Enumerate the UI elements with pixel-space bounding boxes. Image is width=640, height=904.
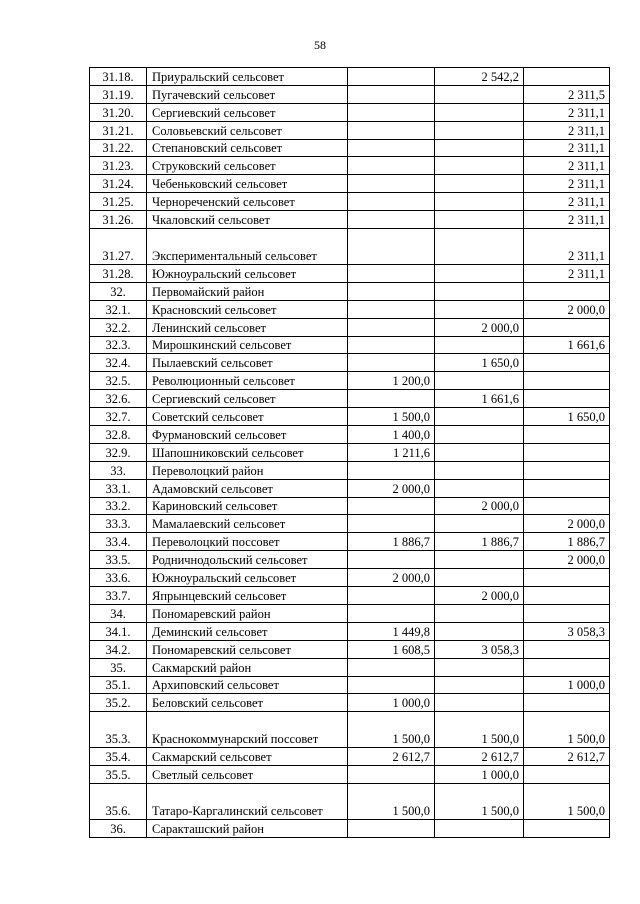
table-row [90,784,610,820]
municipality-name: Красновский сельсовет [147,300,348,318]
municipality-name: Сакмарский сельсовет [147,748,348,766]
value-col-2: 1 000,0 [435,766,524,784]
municipality-name: Пономаревский район [147,604,348,622]
value-col-2 [435,515,524,533]
value-col-1 [348,318,435,336]
table-row [90,354,610,372]
value-col-3 [524,766,610,784]
row-number: 32.8. [90,426,147,444]
value-col-1 [348,551,435,569]
municipality-name: Переволоцкий поссовет [147,533,348,551]
row-number: 31.26. [90,211,147,229]
municipality-name: Чернореченский сельсовет [147,193,348,211]
row-number: 31.19. [90,85,147,103]
value-col-2 [435,282,524,300]
row-number: 33.5. [90,551,147,569]
value-col-1: 1 886,7 [348,533,435,551]
row-number: 32.9. [90,443,147,461]
value-col-3: 2 311,5 [524,85,610,103]
value-col-2 [435,300,524,318]
value-col-2 [435,265,524,283]
table-row [90,461,610,479]
row-number: 31.21. [90,121,147,139]
value-col-1 [348,766,435,784]
row-number: 33. [90,461,147,479]
value-col-3 [524,497,610,515]
value-col-3 [524,658,610,676]
value-col-1: 1 200,0 [348,372,435,390]
value-col-2: 1 650,0 [435,354,524,372]
value-col-3: 2 000,0 [524,515,610,533]
value-col-2: 2 612,7 [435,748,524,766]
row-number: 31.20. [90,103,147,121]
value-col-2 [435,461,524,479]
row-number: 33.7. [90,587,147,605]
row-number: 32. [90,282,147,300]
table-row [90,443,610,461]
value-col-2 [435,121,524,139]
value-col-3: 2 000,0 [524,551,610,569]
municipality-name: Чкаловский сельсовет [147,211,348,229]
value-col-1: 1 500,0 [348,712,435,748]
table-row [90,408,610,426]
table-row [90,694,610,712]
value-col-3 [524,461,610,479]
table-row [90,103,610,121]
value-col-1 [348,354,435,372]
row-number: 31.25. [90,193,147,211]
table-row [90,426,610,444]
table-row [90,121,610,139]
row-number: 35.6. [90,784,147,820]
value-col-1: 1 211,6 [348,443,435,461]
value-col-1: 1 608,5 [348,640,435,658]
value-col-1 [348,282,435,300]
municipality-name: Япрынцевский сельсовет [147,587,348,605]
value-col-2 [435,85,524,103]
value-col-2 [435,569,524,587]
value-col-3 [524,479,610,497]
table-row [90,390,610,408]
value-col-2: 2 542,2 [435,68,524,86]
value-col-3: 1 500,0 [524,784,610,820]
municipality-name: Струковский сельсовет [147,157,348,175]
table-row [90,265,610,283]
row-number: 31.18. [90,68,147,86]
table-row [90,229,610,265]
table-row [90,479,610,497]
table-row [90,712,610,748]
municipality-name: Соловьевский сельсовет [147,121,348,139]
value-col-3 [524,604,610,622]
value-col-1: 1 000,0 [348,694,435,712]
value-col-1 [348,300,435,318]
row-number: 32.6. [90,390,147,408]
value-col-2 [435,443,524,461]
municipality-name: Южноуральский сельсовет [147,569,348,587]
value-col-2 [435,408,524,426]
table-row [90,336,610,354]
value-col-1 [348,211,435,229]
municipality-name: Переволоцкий район [147,461,348,479]
value-col-3: 1 000,0 [524,676,610,694]
value-col-3 [524,443,610,461]
row-number: 33.4. [90,533,147,551]
municipality-name: Приуральский сельсовет [147,68,348,86]
table-row [90,587,610,605]
municipality-name: Мамалаевский сельсовет [147,515,348,533]
value-col-1 [348,676,435,694]
value-col-3 [524,426,610,444]
value-col-2: 2 000,0 [435,318,524,336]
table-row [90,820,610,838]
value-col-1 [348,587,435,605]
table-body [90,68,610,838]
value-col-3: 1 500,0 [524,712,610,748]
row-number: 36. [90,820,147,838]
municipality-name: Шапошниковский сельсовет [147,443,348,461]
row-number: 31.22. [90,139,147,157]
value-col-3: 2 311,1 [524,211,610,229]
value-col-3: 2 311,1 [524,229,610,265]
value-col-2: 1 661,6 [435,390,524,408]
row-number: 34.2. [90,640,147,658]
table-row [90,604,610,622]
value-col-1 [348,604,435,622]
municipality-name: Краснокоммунарский поссовет [147,712,348,748]
row-number: 32.5. [90,372,147,390]
municipality-name: Мирошкинский сельсовет [147,336,348,354]
value-col-1 [348,497,435,515]
row-number: 33.1. [90,479,147,497]
value-col-1: 1 400,0 [348,426,435,444]
municipality-name: Ленинский сельсовет [147,318,348,336]
value-col-2 [435,229,524,265]
value-col-1: 2 000,0 [348,479,435,497]
row-number: 35.4. [90,748,147,766]
row-number: 31.23. [90,157,147,175]
value-col-2 [435,193,524,211]
value-col-1 [348,336,435,354]
value-col-3 [524,390,610,408]
value-col-3: 2 311,1 [524,157,610,175]
municipality-name: Татаро-Каргалинский сельсовет [147,784,348,820]
municipality-name: Советский сельсовет [147,408,348,426]
table-row [90,766,610,784]
municipality-name: Сергиевский сельсовет [147,390,348,408]
value-col-2 [435,622,524,640]
table-row [90,68,610,86]
row-number: 34.1. [90,622,147,640]
municipality-name: Пономаревский сельсовет [147,640,348,658]
value-col-3: 3 058,3 [524,622,610,640]
municipality-name: Южноуральский сельсовет [147,265,348,283]
table-row [90,676,610,694]
table-row [90,622,610,640]
value-col-1 [348,139,435,157]
table-row [90,139,610,157]
value-col-3 [524,318,610,336]
value-col-1 [348,68,435,86]
row-number: 32.1. [90,300,147,318]
table-row [90,318,610,336]
value-col-2: 1 500,0 [435,784,524,820]
value-col-2 [435,604,524,622]
value-col-1 [348,229,435,265]
table-row [90,175,610,193]
municipality-name: Первомайский район [147,282,348,300]
table-row [90,533,610,551]
value-col-3 [524,569,610,587]
value-col-1: 2 000,0 [348,569,435,587]
value-col-2 [435,139,524,157]
value-col-2 [435,820,524,838]
value-col-1 [348,175,435,193]
municipality-name: Адамовский сельсовет [147,479,348,497]
table-row [90,193,610,211]
table-row [90,157,610,175]
value-col-1 [348,658,435,676]
row-number: 33.3. [90,515,147,533]
value-col-2 [435,694,524,712]
value-col-3: 2 311,1 [524,193,610,211]
municipality-name: Степановский сельсовет [147,139,348,157]
row-number: 31.24. [90,175,147,193]
value-col-3 [524,68,610,86]
row-number: 35.5. [90,766,147,784]
value-col-3: 2 311,1 [524,175,610,193]
municipality-name: Кариновский сельсовет [147,497,348,515]
row-number: 32.7. [90,408,147,426]
municipality-name: Светлый сельсовет [147,766,348,784]
value-col-2 [435,479,524,497]
value-col-2: 3 058,3 [435,640,524,658]
value-col-1: 1 449,8 [348,622,435,640]
municipality-name: Родничнодольский сельсовет [147,551,348,569]
value-col-2 [435,103,524,121]
row-number: 35. [90,658,147,676]
value-col-3: 2 311,1 [524,265,610,283]
value-col-1 [348,265,435,283]
value-col-3: 2 000,0 [524,300,610,318]
value-col-3 [524,372,610,390]
allocation-table [89,67,610,838]
value-col-3: 1 661,6 [524,336,610,354]
value-col-2 [435,157,524,175]
value-col-2: 2 000,0 [435,497,524,515]
value-col-2 [435,676,524,694]
value-col-3 [524,282,610,300]
municipality-name: Архиповский сельсовет [147,676,348,694]
value-col-3: 2 311,1 [524,121,610,139]
value-col-3 [524,587,610,605]
value-col-3 [524,354,610,372]
value-col-1 [348,103,435,121]
value-col-2 [435,336,524,354]
row-number: 35.2. [90,694,147,712]
table-row [90,748,610,766]
value-col-2 [435,551,524,569]
municipality-name: Пугачевский сельсовет [147,85,348,103]
table-row [90,551,610,569]
value-col-1 [348,515,435,533]
municipality-name: Фурмановский сельсовет [147,426,348,444]
value-col-2: 1 500,0 [435,712,524,748]
row-number: 32.3. [90,336,147,354]
value-col-1: 2 612,7 [348,748,435,766]
municipality-name: Экспериментальный сельсовет [147,229,348,265]
municipality-name: Чебеньковский сельсовет [147,175,348,193]
value-col-3: 2 311,1 [524,103,610,121]
table-row [90,211,610,229]
row-number: 33.6. [90,569,147,587]
row-number: 35.3. [90,712,147,748]
table-row [90,640,610,658]
page-number: 58 [314,38,326,52]
municipality-name: Сергиевский сельсовет [147,103,348,121]
row-number: 34. [90,604,147,622]
value-col-2 [435,372,524,390]
value-col-1 [348,820,435,838]
municipality-name: Беловский сельсовет [147,694,348,712]
value-col-1 [348,121,435,139]
municipality-name: Пылаевский сельсовет [147,354,348,372]
row-number: 32.2. [90,318,147,336]
table-row [90,497,610,515]
value-col-1 [348,461,435,479]
value-col-1 [348,85,435,103]
row-number: 32.4. [90,354,147,372]
value-col-1 [348,157,435,175]
table-row [90,85,610,103]
municipality-name: Саракташский район [147,820,348,838]
table-row [90,282,610,300]
value-col-1: 1 500,0 [348,784,435,820]
municipality-name: Сакмарский район [147,658,348,676]
value-col-3 [524,820,610,838]
row-number: 31.28. [90,265,147,283]
value-col-2 [435,175,524,193]
value-col-1: 1 500,0 [348,408,435,426]
table-row [90,515,610,533]
table-row [90,569,610,587]
value-col-2: 2 000,0 [435,587,524,605]
value-col-3 [524,694,610,712]
value-col-2 [435,426,524,444]
value-col-3: 1 650,0 [524,408,610,426]
municipality-name: Деминский сельсовет [147,622,348,640]
value-col-2 [435,658,524,676]
value-col-3 [524,640,610,658]
table-row [90,372,610,390]
row-number: 35.1. [90,676,147,694]
value-col-2: 1 886,7 [435,533,524,551]
value-col-1 [348,390,435,408]
value-col-2 [435,211,524,229]
value-col-3: 1 886,7 [524,533,610,551]
value-col-1 [348,193,435,211]
table-row [90,658,610,676]
value-col-3: 2 612,7 [524,748,610,766]
row-number: 31.27. [90,229,147,265]
table-row [90,300,610,318]
row-number: 33.2. [90,497,147,515]
municipality-name: Революционный сельсовет [147,372,348,390]
value-col-3: 2 311,1 [524,139,610,157]
